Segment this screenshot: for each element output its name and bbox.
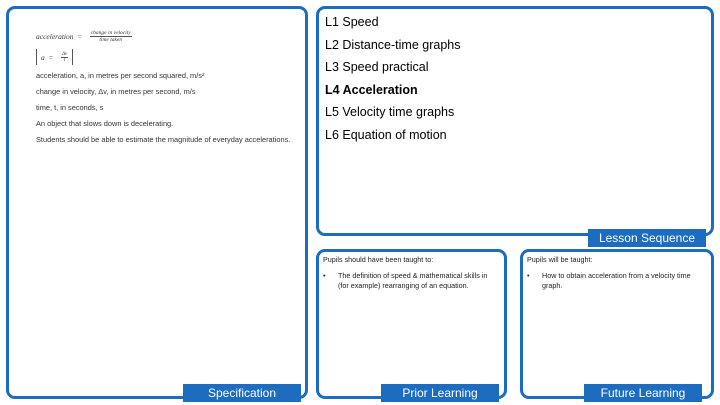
prior-learning-heading: Pupils should have been taught to: [323,255,434,264]
word-formula [36,30,298,43]
spec-line-estimate: Students should be able to estimate the magnitude of everyday accelerations. [36,135,291,144]
future-learning-heading: Pupils will be taught: [527,255,593,264]
prior-learning-tab[interactable]: Prior Learning [381,384,499,402]
prior-learning-text: The definition of speed & mathematical skills in (for example) rearranging of an equation. [338,271,488,290]
lesson-item-l5: L5 Velocity time graphs [325,105,455,119]
future-learning-text: How to obtain acceleration from a velocity time graph. [542,271,691,290]
formula-lhs: acceleration [36,32,74,41]
formula-fraction [90,30,132,43]
spec-line-time: time, t, in seconds, s [36,103,104,112]
symbol-formula [36,49,73,65]
formula-numerator: change in velocity [90,30,131,36]
lesson-item-l2: L2 Distance-time graphs [325,37,461,52]
spec-line-velocity: change in velocity, Δv, in metres per second, m/s [36,87,196,96]
specification-tab[interactable]: Specification [183,384,301,402]
prior-learning-bullet [323,271,493,290]
future-learning-tab[interactable]: Future Learning [584,384,702,402]
bullet-icon: • [323,271,326,280]
symbol-fraction [61,52,68,63]
bullet-icon: • [527,271,530,280]
symbol-denominator: t [63,57,66,63]
lesson-sequence-tab[interactable]: Lesson Sequence [588,229,706,247]
future-learning-bullet [527,271,702,290]
specification-content [36,30,298,151]
formula-equals: = [77,32,82,41]
symbol-lhs: a [41,52,45,62]
lesson-item-l1: L1 Speed [325,15,379,29]
lesson-item-l4-current: L4 Acceleration [325,82,418,97]
formula-denominator: time taken [99,37,123,43]
lesson-list [325,13,460,148]
lesson-item-l3: L3 Speed practical [325,60,429,74]
symbol-equals: = [48,52,53,62]
spec-line-acceleration: acceleration, a, in metres per second squared, m/s² [36,71,205,80]
lesson-item-l6: L6 Equation of motion [325,127,447,142]
spec-line-deceleration: An object that slows down is decelerating. [36,119,174,128]
symbol-numerator: Δv [61,51,68,57]
